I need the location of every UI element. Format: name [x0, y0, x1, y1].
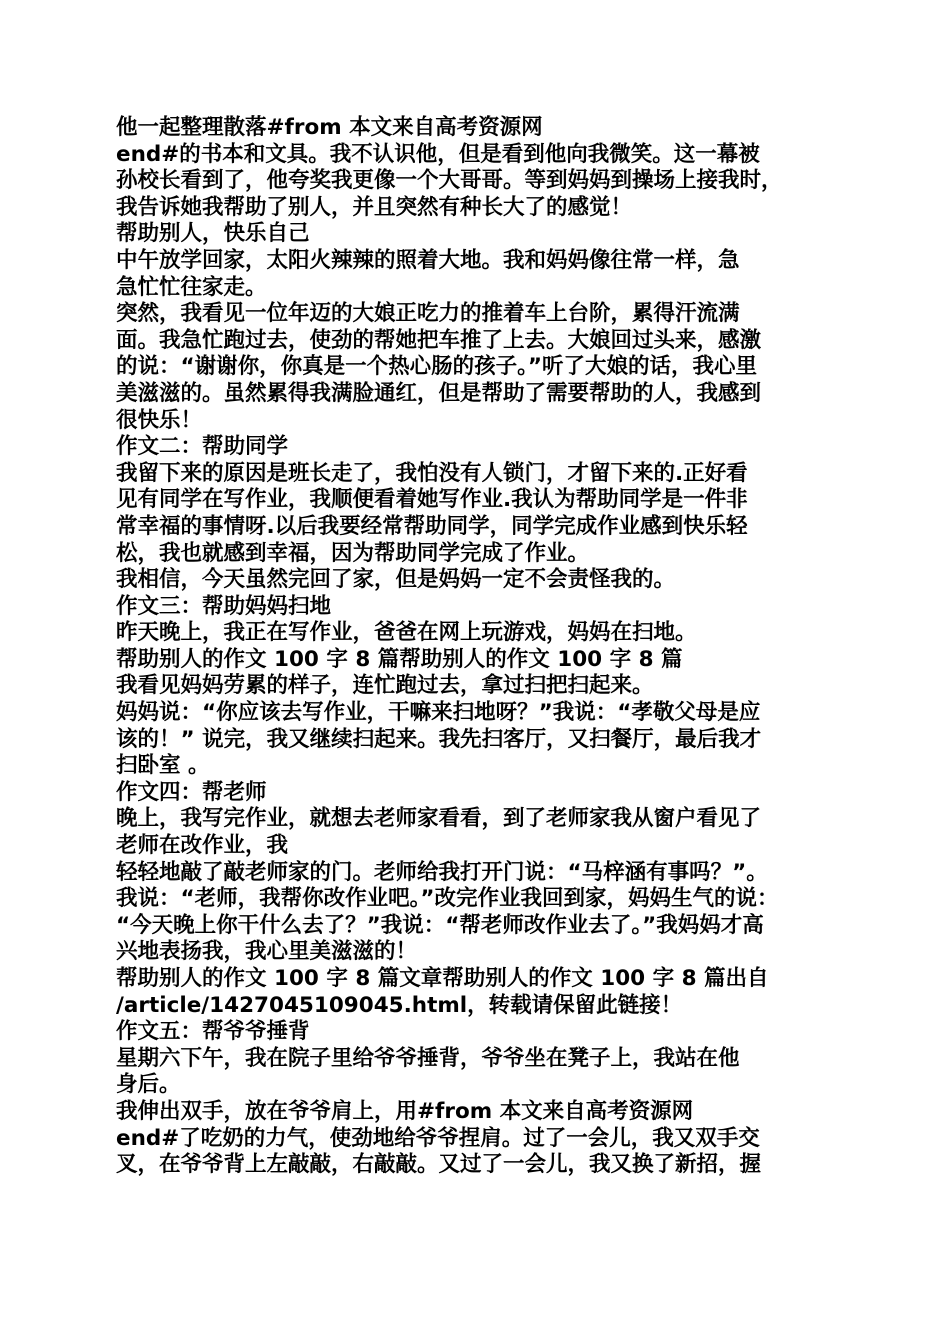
text-line: 帮助别人的作文 100 字 8 篇文章帮助别人的作文 100 字 8 篇出自	[116, 966, 769, 991]
text-line: 中午放学回家，太阳火辣辣的照着大地。我和妈妈像往常一样，急	[116, 247, 740, 273]
text-line: 扫卧室 。	[116, 753, 210, 779]
text-line: 面。我急忙跑过去，使劲的帮她把车推了上去。大娘回过头来，感激	[116, 327, 762, 353]
text-line: 急忙忙往家走。	[116, 274, 267, 300]
text-line: 我留下来的原因是班长走了，我怕没有人锁门，才留下来的.正好看	[116, 460, 748, 486]
text-line: end#了吃奶的力气，使劲地给爷爷捏肩。过了一会儿，我又双手交	[116, 1125, 760, 1151]
text-line: end#的书本和文具。我不认识他，但是看到他向我微笑。这一幕被	[116, 141, 760, 167]
text-line: 常幸福的事情呀.以后我要经常帮助同学，同学完成作业感到快乐轻	[116, 513, 748, 539]
text-line: 晚上，我写完作业，就想去老师家看看，到了老师家我从窗户看见了	[116, 806, 762, 832]
text-line: 我说：“老师，我帮你改作业吧。”改完作业我回到家，妈妈生气的说：	[116, 886, 779, 912]
text-line: 昨天晚上，我正在写作业，爸爸在网上玩游戏，妈妈在扫地。	[116, 620, 697, 646]
text-line: 妈妈说：“你应该去写作业，干嘛来扫地呀？”我说：“孝敬父母是应	[116, 700, 761, 726]
text-line: 兴地表扬我，我心里美滋滋的！	[116, 939, 418, 965]
text-line: 美滋滋的。虽然累得我满脸通红，但是帮助了需要帮助的人，我感到	[116, 380, 762, 406]
section-heading: 帮助别人，快乐自己	[116, 221, 310, 247]
document-body	[116, 115, 840, 1179]
text-line: 我看见妈妈劳累的样子，连忙跑过去，拿过扫把扫起来。	[116, 673, 654, 699]
section-heading: 作文三：帮助妈妈扫地	[116, 593, 332, 619]
text-line: 的说：“谢谢你，你真是一个热心肠的孩子。”听了大娘的话，我心里	[116, 354, 758, 380]
text-line: 该的！” 说完，我又继续扫起来。我先扫客厅，又扫餐厅，最后我才	[116, 726, 762, 752]
text-line: 星期六下午，我在院子里给爷爷捶背，爷爷坐在凳子上，我站在他	[116, 1045, 740, 1071]
text-line: 帮助别人的作文 100 字 8 篇帮助别人的作文 100 字 8 篇	[116, 646, 683, 672]
text-line: 很快乐！	[116, 407, 203, 433]
section-heading: 作文二：帮助同学	[116, 434, 289, 460]
text-line: 叉，在爷爷背上左敲敲，右敲敲。又过了一会儿，我又换了新招，握	[116, 1152, 762, 1178]
text-line: 轻轻地敲了敲老师家的门。老师给我打开门说：“马梓涵有事吗？”。	[116, 859, 768, 885]
text-line: 松，我也就感到幸福，因为帮助同学完成了作业。	[116, 540, 590, 566]
text-line: 见有同学在写作业，我顺便看着她写作业.我认为帮助同学是一件非	[116, 487, 748, 513]
text-line: 我伸出双手，放在爷爷肩上，用#from 本文来自高考资源网	[116, 1098, 694, 1124]
text-line: 突然，我看见一位年迈的大娘正吃力的推着车上台阶，累得汗流满	[116, 301, 740, 327]
text-line: 老师在改作业，我	[116, 833, 289, 859]
section-heading: 作文四：帮老师	[116, 779, 267, 805]
text-line: /article/1427045109045.html，转载请保留此链接！	[116, 992, 683, 1018]
text-line: 他一起整理散落#from 本文来自高考资源网	[116, 115, 543, 140]
section-heading: 作文五：帮爷爷捶背	[116, 1019, 310, 1045]
text-line: 我告诉她我帮助了别人，并且突然有种长大了的感觉！	[116, 194, 633, 220]
text-line: 身后。	[116, 1072, 181, 1098]
text-line: 我相信，今天虽然完回了家，但是妈妈一定不会责怪我的。	[116, 567, 676, 593]
text-line: “今天晚上你干什么去了？”我说：“帮老师改作业去了。”我妈妈才高	[116, 912, 764, 938]
text-line: 孙校长看到了，他夸奖我更像一个大哥哥。等到妈妈到操场上接我时，	[116, 168, 783, 194]
